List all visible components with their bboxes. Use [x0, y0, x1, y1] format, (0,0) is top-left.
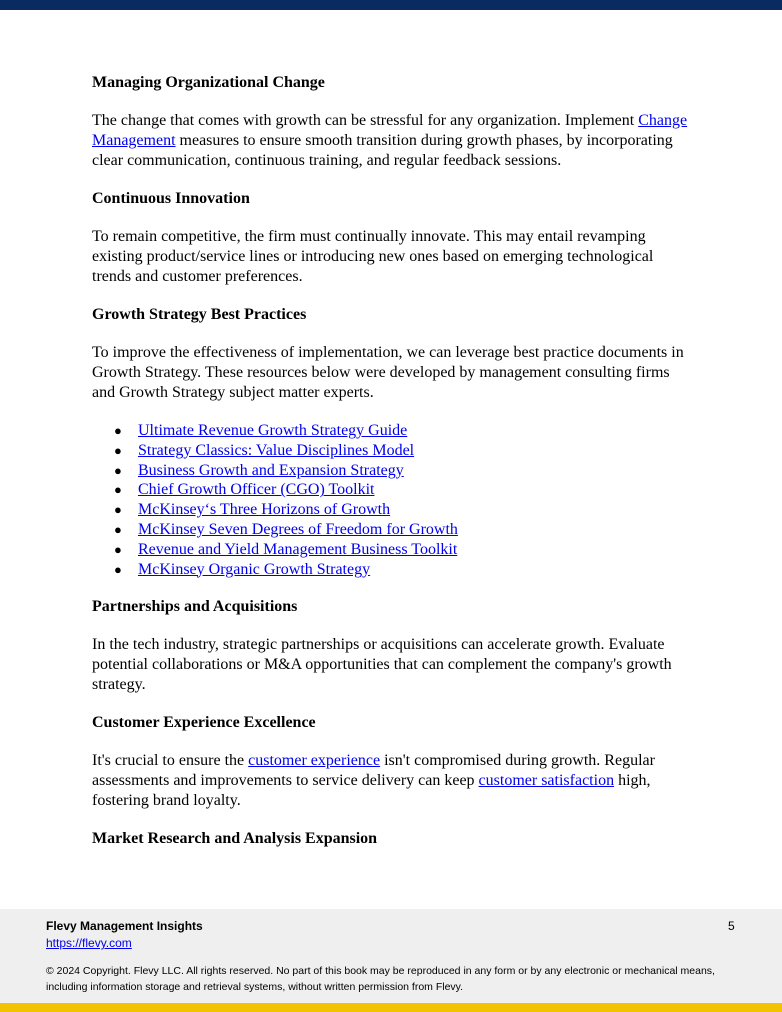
section-heading: Growth Strategy Best Practices	[92, 306, 307, 323]
bullet-icon: ●	[114, 462, 122, 478]
best-practice-link[interactable]: Chief Growth Officer (CGO) Toolkit	[138, 481, 375, 499]
bullet-icon: ●	[114, 521, 122, 537]
footer-brand: Flevy Management Insights	[46, 919, 203, 933]
list-item	[92, 500, 692, 520]
list-item	[92, 421, 692, 441]
top-accent-bar	[0, 0, 782, 10]
bullet-icon: ●	[114, 561, 122, 577]
section-heading: Managing Organizational Change	[92, 74, 325, 91]
page-number: 5	[728, 919, 735, 933]
section-paragraph: It's crucial to ensure the customer experience isn't compromised during growth. Regular assessments and improvements to service delivery can keep customer satisfaction high, fostering brand loyalty.	[92, 752, 655, 810]
footer-website-link[interactable]: https://flevy.com	[46, 936, 132, 950]
section-heading: Continuous Innovation	[92, 190, 250, 207]
list-item	[92, 540, 692, 560]
section-paragraph: In the tech industry, strategic partnerships or acquisitions can accelerate growth. Evaluate potential collaborations or M&A opportunities that can complement the company's growth strategy.	[92, 636, 672, 694]
copyright-notice: © 2024 Copyright. Flevy LLC. All rights reserved. No part of this book may be reproduced in any form or by any electronic or mechanical means, including information storage and retrieval systems, without written permission from Flevy.	[46, 965, 715, 993]
best-practice-link[interactable]: Ultimate Revenue Growth Strategy Guide	[138, 422, 408, 439]
bullet-icon: ●	[114, 442, 122, 458]
change-management-link[interactable]: Change Management	[92, 112, 688, 149]
section-heading: Customer Experience Excellence	[92, 714, 316, 732]
customer-satisfaction-link[interactable]: customer satisfaction	[478, 772, 615, 790]
bullet-icon: ●	[114, 541, 122, 557]
document-body	[92, 73, 692, 849]
section-heading: Partnerships and Acquisitions	[92, 598, 298, 616]
bottom-accent-bar	[0, 1003, 782, 1012]
best-practice-link[interactable]: McKinsey Seven Degrees of Freedom for Growth	[138, 520, 458, 538]
list-item	[92, 480, 692, 500]
bullet-icon: ●	[114, 482, 122, 498]
section-paragraph: To improve the effectiveness of implementation, we can leverage best practice documents in Growth Strategy. These resources below were developed by management consulting firms and Growth Strategy subject matter experts.	[92, 344, 684, 401]
best-practice-link[interactable]: Business Growth and Expansion Strategy	[138, 461, 404, 479]
list-item	[92, 560, 692, 580]
section-heading: Market Research and Analysis Expansion	[92, 830, 378, 848]
section-paragraph: To remain competitive, the firm must continually innovate. This may entail revamping existing product/service lines or introducing new ones based on emerging technological trends and customer preferences.	[92, 228, 654, 285]
best-practice-link[interactable]: McKinsey‘s Three Horizons of Growth	[138, 501, 391, 519]
list-item	[92, 441, 692, 461]
best-practices-list	[92, 421, 692, 579]
bullet-icon: ●	[114, 502, 122, 518]
best-practice-link[interactable]: Revenue and Yield Management Business Toolkit	[138, 540, 458, 558]
list-item	[92, 461, 692, 481]
list-item	[92, 520, 692, 540]
section-paragraph: The change that comes with growth can be stressful for any organization. Implement Change Management measures to ensure smooth transition during growth phases, by incorporating clear communication, continuous training, and regular feedback sessions.	[92, 112, 688, 169]
best-practice-link[interactable]: Strategy Classics: Value Disciplines Model	[138, 441, 415, 459]
best-practice-link[interactable]: McKinsey Organic Growth Strategy	[138, 560, 371, 578]
customer-experience-link[interactable]: customer experience	[248, 752, 381, 770]
bullet-icon: ●	[114, 423, 122, 438]
page-footer	[0, 909, 782, 1003]
